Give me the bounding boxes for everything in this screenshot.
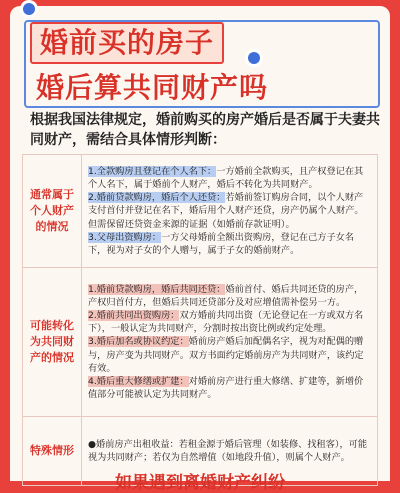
title-line-1: 婚前买的房子: [30, 22, 224, 64]
table-row: [23, 268, 378, 417]
item-text: 双方婚前共同出资（无论登记在一方或双方名下），一般认定为共同财产，分割时按出资比例或约定处理。: [88, 310, 364, 335]
item-heading: 1.婚前贷款购房，婚后共同还贷：: [88, 284, 226, 296]
row-category: 通常属于个人财产的情况: [23, 155, 82, 268]
item-heading: 4.婚后重大修缮或扩建：: [88, 375, 189, 387]
row-content: [82, 155, 378, 268]
item-text: 一方婚前全款购买，且产权登记在其个人名下，属于婚前个人财产，婚后不转化为共同财产。: [88, 166, 364, 191]
item-text: 婚前房产婚后加配偶名字，视为对配偶的赠与，房产变为共同财产。双方书面约定婚前房产为共同财产，该约定有效。: [88, 336, 364, 374]
decorative-dot: [23, 3, 35, 15]
intro-paragraph: 根据我国法律规定，婚前购买的房产婚后是否属于夫妻共同财产，需结合具体情形判断：: [30, 112, 380, 148]
row-content: [82, 268, 378, 417]
item-text: 若婚前签订购房合同，以个人财产支付首付并登记在名下，婚后用个人财产还贷，房产仍属个人财产。但需保留还贷资金来源的证据（如婚前存款证明）。: [88, 192, 364, 230]
table-row: [23, 155, 378, 268]
item-text: ●婚前房产出租收益：若租金源于婚后管理（如装修、找租客），可能视为共同财产；若仅为自然增值（如地段升值），则属个人财产。: [88, 438, 368, 463]
item-text: 对婚前房产进行重大修缮、扩建等，新增价值部分可能被认定为共同财产。: [88, 375, 364, 400]
item-heading: 2.婚前贷款购房，婚后个人还贷：: [88, 192, 226, 204]
footer-heading: 如果遇到离婚财产纠纷: [115, 473, 285, 493]
item-text: 一方父母婚前全额出资购房，登记在己方子女名下，视为对子女的个人赠与，属于子女的婚前财产。: [88, 231, 355, 256]
item-heading: 1.全款购房且登记在个人名下：: [88, 166, 217, 178]
item-text: 婚前首付、婚后共同还贷的房产，产权归首付方，但婚后共同还贷部分及对应增值需补偿另一方。: [88, 284, 364, 309]
info-table: [22, 154, 378, 486]
row-category: 特殊情形: [23, 417, 82, 486]
item-heading: 3.父母出资购房：: [88, 231, 162, 243]
item-heading: 3.婚后加名或协议约定：: [88, 336, 189, 348]
item-heading: 2.婚前共同出资购房：: [88, 310, 180, 322]
row-category: 可能转化为共同财产的情况: [23, 268, 82, 417]
title-line-2: 婚后算共同财产吗: [36, 71, 269, 104]
content-card: [10, 6, 390, 493]
